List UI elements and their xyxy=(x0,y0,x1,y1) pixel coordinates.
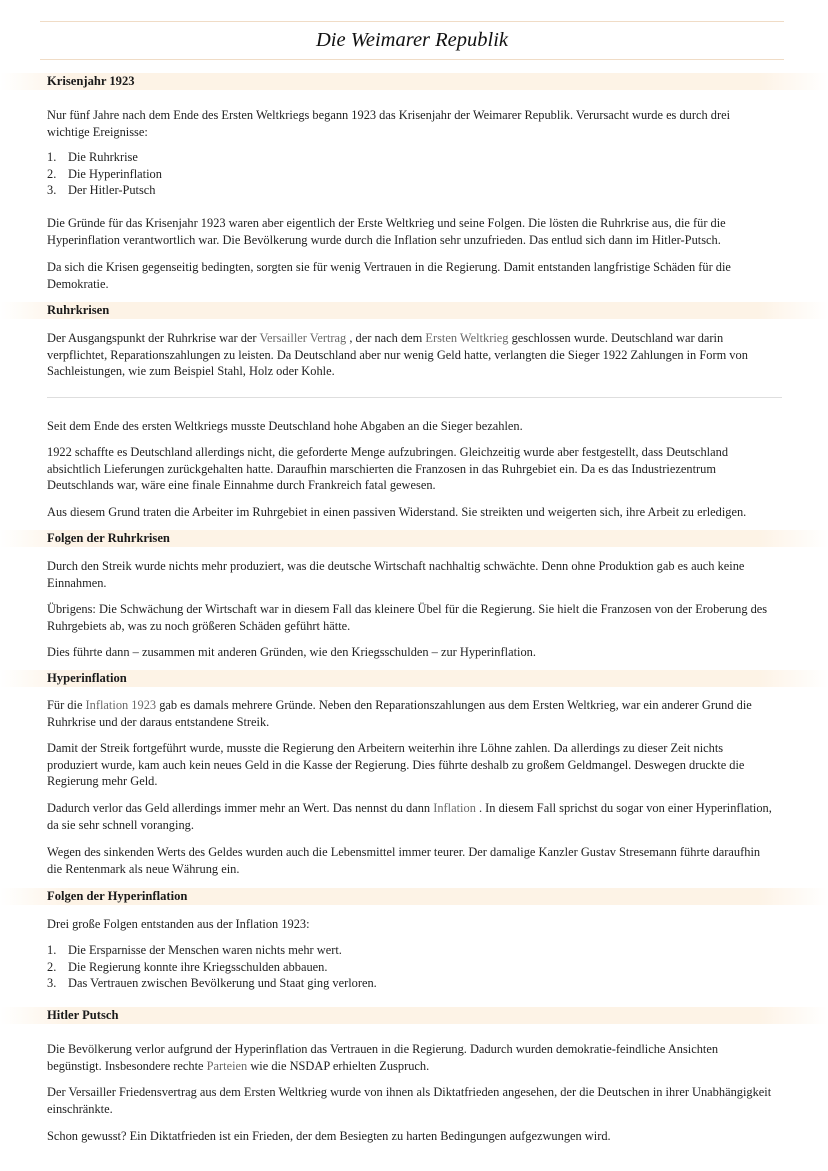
list-item: 2. Die Hyperinflation xyxy=(47,166,162,181)
krisenjahr-list xyxy=(47,149,775,199)
list-item: 1. Die Ersparnisse der Menschen waren nichts mehr wert. xyxy=(47,943,342,957)
list-item: 3. Der Hitler-Putsch xyxy=(47,183,156,197)
hitler-paragraph-2: Der Versailler Friedensvertrag aus dem Ersten Weltkrieg wurde von ihnen als Diktatfrieden angesehen, der die Deutschen in ihrer Unabhängigkeit einschränkte. xyxy=(47,1085,772,1116)
ruhrkrisen-paragraph-4: Aus diesem Grund traten die Arbeiter im Ruhrgebiet in einen passiven Widerstand. Sie streikten und weigerten sich, ihre Arbeit zu erledigen. xyxy=(47,505,747,519)
heading-hyperinflation-text: Hyperinflation xyxy=(47,671,127,685)
heading-hyperinflation xyxy=(0,670,828,687)
title-band xyxy=(40,21,784,60)
folgen-hyper-paragraph-1: Drei große Folgen entstanden aus der Inflation 1923: xyxy=(47,917,310,931)
heading-hitler-putsch-text: Hitler Putsch xyxy=(47,1008,119,1022)
heading-folgen-hyperinflation xyxy=(0,888,828,905)
heading-ruhrkrisen xyxy=(0,302,828,319)
link-parteien[interactable]: Parteien xyxy=(206,1058,248,1073)
heading-krisenjahr-text: Krisenjahr 1923 xyxy=(47,74,135,88)
hyperinflation-paragraph-4: Wegen des sinkenden Werts des Geldes wurden auch die Lebensmittel immer teurer. Der damalige Kanzler Gustav Stresemann führte daraufhin die Rentenmark als neue Währung ein. xyxy=(47,845,761,876)
link-inflation-1923[interactable]: Inflation 1923 xyxy=(85,698,157,712)
heading-ruhrkrisen-text: Ruhrkrisen xyxy=(47,303,110,317)
folgen-hyper-list xyxy=(47,942,775,992)
heading-folgen-ruhrkrisen-text: Folgen der Ruhrkrisen xyxy=(47,531,170,545)
heading-folgen-hyperinflation-text: Folgen der Hyperinflation xyxy=(47,889,188,903)
hyperinflation-paragraph-2: Damit der Streik fortgeführt wurde, musste die Regierung den Arbeitern weiterhin ihre Löhne zahlen. Da allerdings zu dieser Zeit nichts produziert wurde, kam auch kein neues Geld in die Kasse der Regierung. Dies führte deshalb zu großem Geldmangel. Deswegen druckte die Regierung mehr Geld. xyxy=(47,741,745,788)
list-item: 1. Die Ruhrkrise xyxy=(47,150,138,164)
list-item: 2. Die Regierung konnte ihre Kriegsschulden abbauen. xyxy=(47,959,328,974)
heading-folgen-ruhrkrisen xyxy=(0,530,828,547)
ruhrkrisen-paragraph-3: 1922 schaffte es Deutschland allerdings nicht, die geforderte Menge aufzubringen. Gleichzeitig wurde aber festgestellt, dass Deutschland absichtlich Lieferungen zurückgehalten hatte. Daraufhin marschierten die Franzosen in das Ruhrgebiet ein. Da es das Industriezentrum Deutschlands war, wäre eine finale Einnahme durch Frankreich fatal gewesen. xyxy=(47,445,729,492)
hyperinflation-paragraph-3: Dadurch verlor das Geld allerdings immer mehr an Wert. Das nennst du dann Inflation . In diesem Fall sprichst du sogar von einer Hyperinflation, da sie sehr schnell voranging. xyxy=(47,801,772,832)
page-title: Die Weimarer Republik xyxy=(315,29,509,51)
folgen-ruhr-paragraph-3: Dies führte dann – zusammen mit anderen Gründen, wie den Kriegsschulden – zur Hyperinflation. xyxy=(47,645,536,659)
heading-krisenjahr xyxy=(0,73,828,90)
divider xyxy=(47,397,782,398)
heading-hitler-putsch xyxy=(0,1007,828,1024)
list-item: 3. Das Vertrauen zwischen Bevölkerung und Staat ging verloren. xyxy=(47,976,377,990)
krisenjahr-paragraph-2: Die Gründe für das Krisenjahr 1923 waren aber eigentlich der Erste Weltkrieg und seine Folgen. Die lösten die Ruhrkrise aus, die für die Hyperinflation verantwortlich war. Die Bevölkerung wurde durch die Inflation sehr unzufrieden. Das entlud sich dann im Hitler-Putsch. xyxy=(47,216,726,247)
link-inflation[interactable]: Inflation xyxy=(433,801,476,815)
link-versailler-vertrag[interactable]: Versailler Vertrag xyxy=(259,331,347,345)
folgen-ruhr-paragraph-1: Durch den Streik wurde nichts mehr produziert, was die deutsche Wirtschaft nachhaltig schwächte. Denn ohne Produktion gab es auch keine Einnahmen. xyxy=(47,559,745,590)
hitler-paragraph-1: Die Bevölkerung verlor aufgrund der Hyperinflation das Vertrauen in die Regierung. Dadurch wurden demokratie-feindliche Ansichten begünstigt. Insbesondere rechte Parteien wie die NSDAP erhielten Zuspruch. xyxy=(47,1042,719,1073)
folgen-ruhr-paragraph-2: Übrigens: Die Schwächung der Wirtschaft war in diesem Fall das kleinere Übel für die Regierung. Sie hielt die Franzosen von der Eroberung des Ruhrgebiets ab, was zu noch größeren Schäden geführt hätte. xyxy=(47,602,768,633)
hyperinflation-paragraph-1: Für die Inflation 1923 gab es damals mehrere Gründe. Neben den Reparationszahlungen aus dem Ersten Weltkrieg, war ein anderer Grund die Ruhrkrise und der daraus entstandene Streik. xyxy=(47,698,752,729)
hitler-paragraph-3: Schon gewusst? Ein Diktatfrieden ist ein Frieden, der dem Besiegten zu harten Bedingungen aufgezwungen wird. xyxy=(47,1129,611,1143)
krisenjahr-paragraph-1: Nur fünf Jahre nach dem Ende des Ersten Weltkriegs begann 1923 das Krisenjahr der Weimarer Republik. Verursacht wurde es durch drei wichtige Ereignisse: xyxy=(47,108,731,139)
ruhrkrisen-paragraph-2: Seit dem Ende des ersten Weltkriegs musste Deutschland hohe Abgaben an die Sieger bezahlen. xyxy=(47,419,523,433)
ruhrkrisen-paragraph-1: Der Ausgangspunkt der Ruhrkrise war der Versailler Vertrag , der nach dem Ersten Weltkrieg geschlossen wurde. Deutschland war darin verpflichtet, Reparationszahlungen zu leisten. Da Deutschland aber nur wenig Geld hatte, verlangten die Sieger 1922 Zahlungen in Form von Sachleistungen, wie zum Beispiel Stahl, Holz oder Kohle. xyxy=(47,331,748,378)
krisenjahr-paragraph-3: Da sich die Krisen gegenseitig bedingten, sorgten sie für wenig Vertrauen in die Regierung. Damit entstanden langfristige Schäden für die Demokratie. xyxy=(47,260,731,291)
link-ersten-weltkrieg[interactable]: Ersten Weltkrieg xyxy=(425,331,509,345)
